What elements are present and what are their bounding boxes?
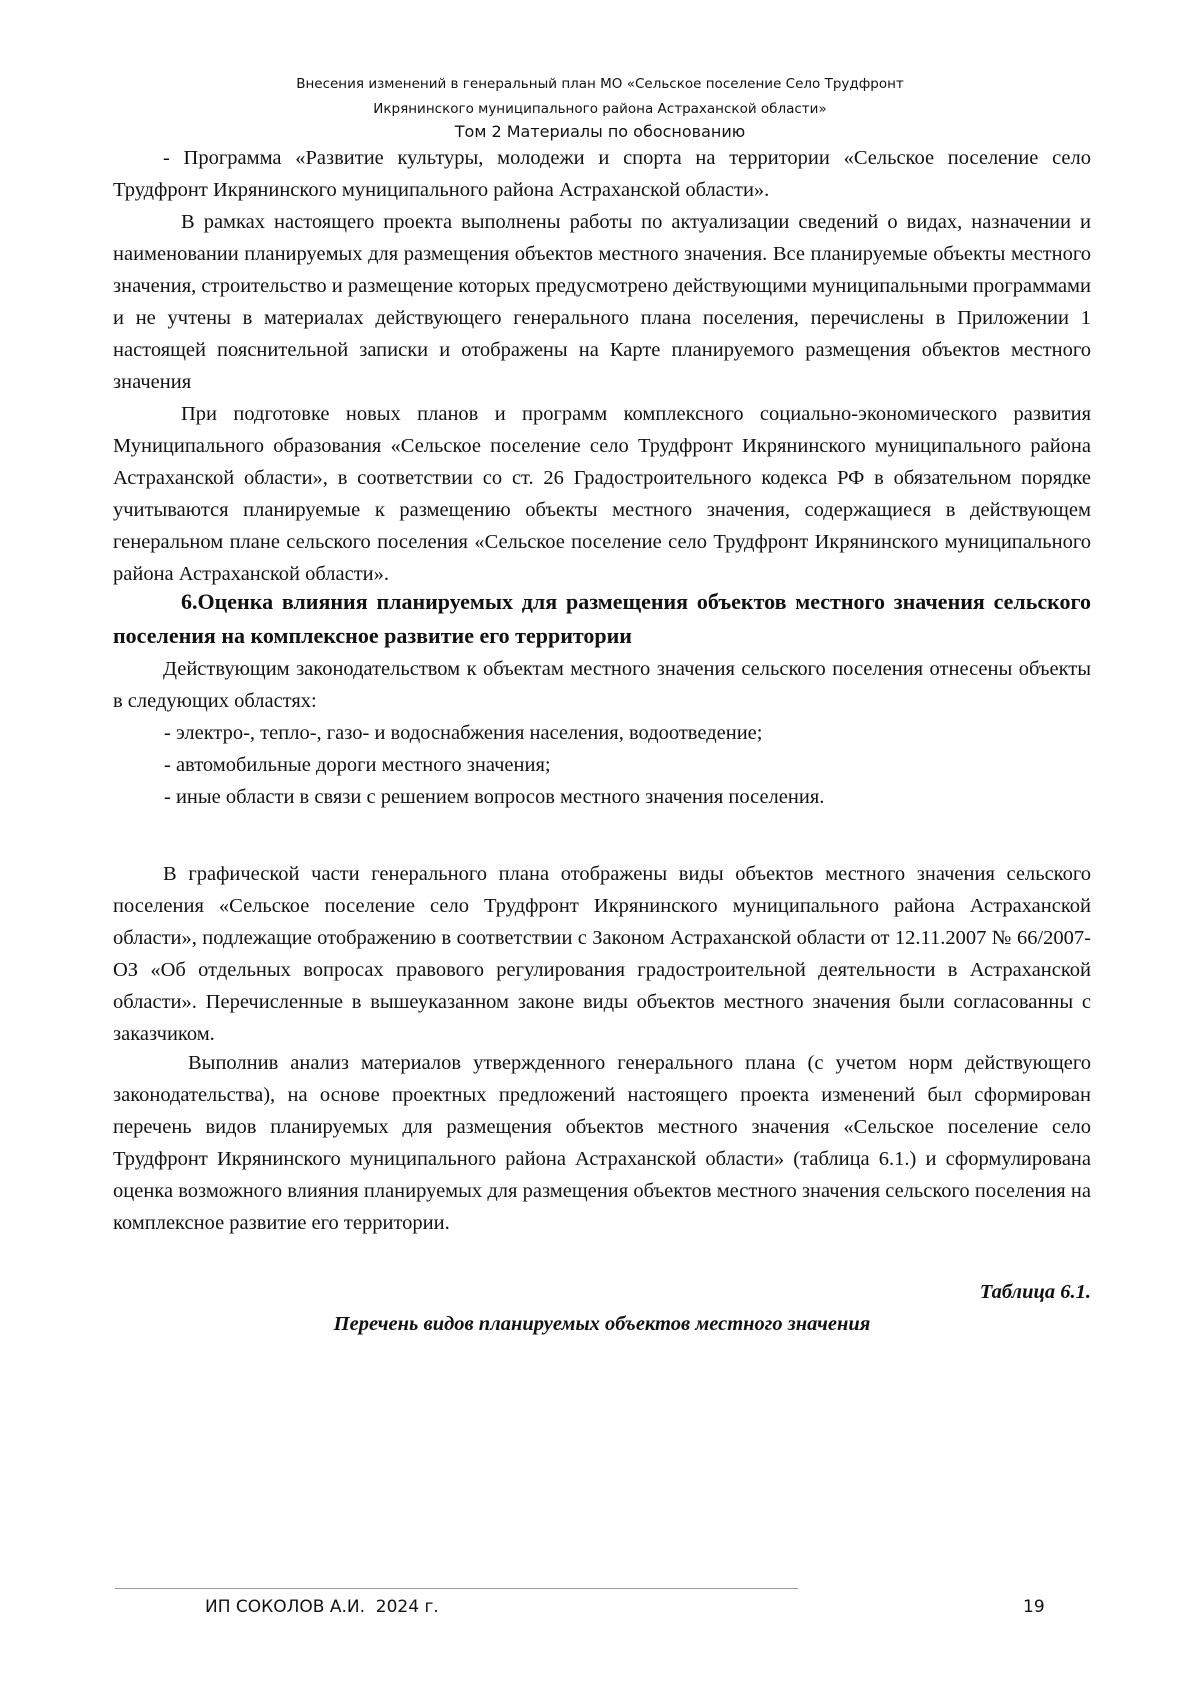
paragraph-actualization: В рамках настоящего проекта выполнены работы по актуализации сведений о видах, назначении и наименовании планируемых для размещения объектов местного значения. Все планируемые объекты местного значения, строительство и размещение которых предусмотрено действующими муниципальными программами и не учтены в материалах действующего генерального плана поселения, перечислены в Приложении 1 настоящей пояснительной записки и отображены на Карте планируемого размещения объектов местного значения bbox=[113, 211, 1091, 393]
footer-divider bbox=[115, 1588, 798, 1589]
footer-author: ИП СОКОЛОВ А.И. 2024 г. bbox=[205, 1597, 439, 1617]
table-caption: Таблица 6.1. bbox=[979, 1281, 1091, 1303]
page-number: 19 bbox=[1023, 1597, 1045, 1617]
text-block-analysis bbox=[113, 1047, 1091, 1239]
section-6 bbox=[113, 585, 1091, 813]
program-item: - Программа «Развитие культуры, молодежи и спорта на территории «Сельское поселение село Трудфронт Икрянинского муниципального района Астраханской области». bbox=[113, 147, 1091, 201]
text-block-graphics bbox=[113, 858, 1091, 1050]
paragraph-planning: При подготовке новых планов и программ комплексного социально-экономического развития Муниципального образования «Сельское поселение село Трудфронт Икрянинского муниципального района Астраханской области», в соответствии со ст. 26 Градостроительного кодекса РФ в обязательном порядке учитываются планируемые к размещению объекты местного значения, содержащиеся в действующем генеральном плане сельского поселения «Сельское поселение село Трудфронт Икрянинского муниципального района Астраханской области». bbox=[113, 403, 1091, 585]
section-heading: 6.Оценка влияния планируемых для размещения объектов местного значения сельского поселения на комплексное развитие его территории bbox=[113, 589, 1091, 648]
list-item: - иные области в связи с решением вопросов местного значения поселения. bbox=[164, 786, 825, 808]
list-item: - автомобильные дороги местного значения; bbox=[164, 754, 551, 776]
running-header-volume: Том 2 Материалы по обоснованию bbox=[454, 122, 746, 141]
paragraph-analysis: Выполнив анализ материалов утвержденного генерального плана (с учетом норм действующего законодательства), на основе проектных предложений настоящего проекта изменений был сформирован перечень видов планируемых для размещения объектов местного значения «Сельское поселение село Трудфронт Икрянинского муниципального района Астраханской области» (таблица 6.1.) и сформулирована оценка возможного влияния планируемых для размещения объектов местного значения сельского поселения на комплексное развитие его территории. bbox=[113, 1052, 1091, 1234]
paragraph-graphic-part: В графической части генерального плана отображены виды объектов местного значения сельского поселения «Сельское поселение село Трудфронт Икрянинского муниципального района Астраханской области», подлежащие отображению в соответствии с Законом Астраханской области от 12.11.2007 № 66/2007-ОЗ «Об отдельных вопросах правового регулирования градостроительной деятельности в Астраханской области». Перечисленные в вышеуказанном законе виды объектов местного значения были согласованны с заказчиком. bbox=[113, 863, 1091, 1045]
running-header-line-2: Икрянинского муниципального района Астраханской области» bbox=[373, 101, 827, 117]
table-heading-block bbox=[113, 1276, 1091, 1340]
running-header-line-1: Внесения изменений в генеральный план МО «Сельское поселение Село Трудфронт bbox=[296, 76, 904, 92]
list-item: - электро-, тепло-, газо- и водоснабжения населения, водоотведение; bbox=[164, 722, 763, 744]
text-block-intro bbox=[113, 142, 1091, 590]
section-intro: Действующим законодательством к объектам местного значения сельского поселения отнесены объекты в следующих областях: bbox=[113, 658, 1091, 712]
table-title: Перечень видов планируемых объектов местного значения bbox=[333, 1313, 871, 1335]
